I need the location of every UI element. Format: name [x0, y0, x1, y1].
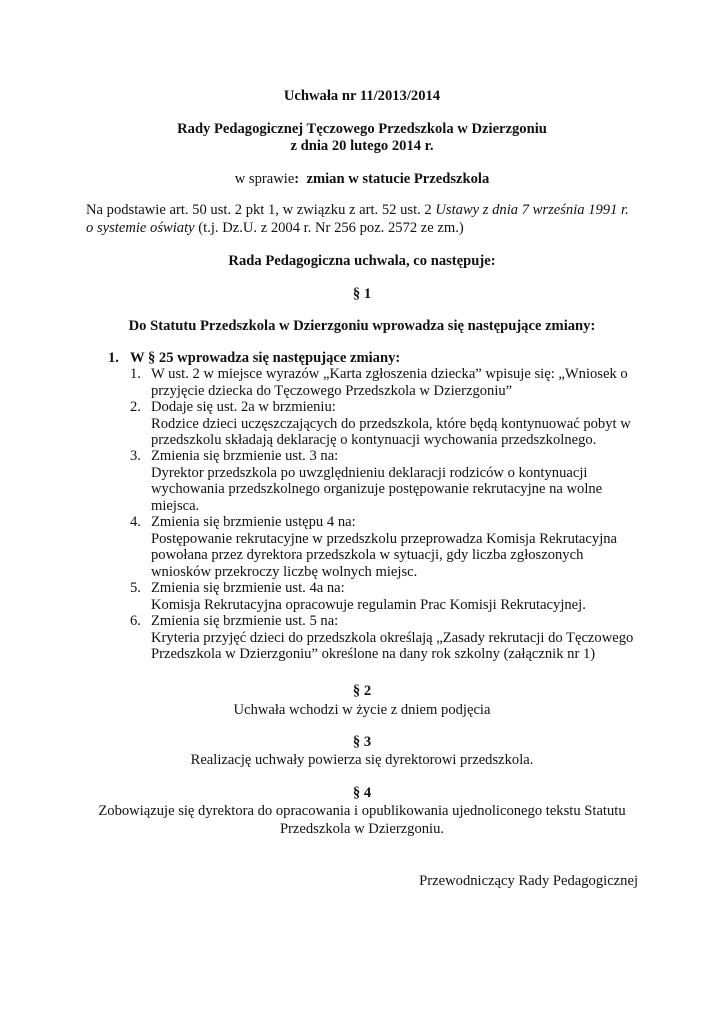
subject-colon: :	[294, 171, 300, 187]
subitem-text: Dodaje się ust. 2a w brzmieniu:	[151, 399, 336, 415]
paragraph-4-text-line2: Przedszkola w Dzierzgoniu.	[279, 821, 445, 837]
subitem-text: Postępowanie rekrutacyjne w przedszkolu przeprowadza Komisja Rekrutacyjna	[151, 531, 618, 547]
subitem-text: przyjęcie dziecka do Tęczowego Przedszkola w Dzierzgoniu”	[151, 383, 513, 399]
paragraph-3-text: Realizację uchwały powierza się dyrektorowi przedszkola.	[190, 752, 534, 768]
subitem-number: 2.	[130, 399, 141, 415]
act-title: Ustawy z dnia 7 września 1991 r.	[435, 202, 629, 218]
subitem-number: 3.	[130, 448, 141, 464]
item-1-number: 1.	[108, 350, 119, 366]
subitem-text: Przedszkola w Dzierzgoniu” określone na dany rok szkolny (załącznik nr 1)	[151, 646, 596, 662]
document-subtitle-line2: z dnia 20 lutego 2014 r.	[290, 138, 434, 154]
subitem-text: Rodzice dzieci uczęszczających do przedszkola, które będą kontynuować pobyt w	[151, 416, 631, 432]
paragraph-2-text: Uchwała wchodzi w życie z dniem podjęcia	[233, 702, 491, 718]
subitem-text: wniosków przekroczy liczbę wolnych miejsc.	[151, 564, 418, 580]
subitem-text: Zmienia się brzmienie ustępu 4 na:	[151, 514, 356, 530]
subitem-text: Zmienia się brzmienie ust. 3 na:	[151, 448, 339, 464]
subitem-text: powołana przez dyrektora przedszkola w sytuacji, gdy liczba zgłoszonych	[151, 547, 584, 563]
legal-basis-reference: (t.j. Dz.U. z 2004 r. Nr 256 poz. 2572 ze zm.)	[194, 220, 464, 236]
subitem-text: Zmienia się brzmienie ust. 5 na:	[151, 613, 339, 629]
subitem-text: Komisja Rekrutacyjna opracowuje regulamin Prac Komisji Rekrutacyjnej.	[151, 597, 586, 613]
document-subtitle-line1: Rady Pedagogicznej Tęczowego Przedszkola w Dzierzgoniu	[177, 121, 547, 137]
subitem-text: miejsca.	[151, 498, 200, 514]
subitem-text: przedszkolu składają deklarację o kontynuacji wychowania przedszkolnego.	[151, 432, 597, 448]
paragraph-2-heading: § 2	[352, 683, 372, 699]
subject-line	[0, 171, 724, 188]
subject-prefix: w sprawie	[234, 171, 295, 187]
legal-basis-text: Na podstawie art. 50 ust. 2 pkt 1, w związku z art. 52 ust. 2	[86, 202, 436, 218]
paragraph-3-heading: § 3	[352, 734, 372, 750]
subitem-text: Zmienia się brzmienie ust. 4a na:	[151, 580, 345, 596]
subitem-text: W ust. 2 w miejsce wyrazów „Karta zgłoszenia dziecka” wpisuje się: „Wniosek o	[151, 366, 628, 382]
subitem-number: 6.	[130, 613, 141, 629]
legal-basis-line2	[86, 220, 464, 237]
subitem-number: 4.	[130, 514, 141, 530]
legal-basis-line1	[86, 202, 629, 219]
signature-line: Przewodniczący Rady Pedagogicznej	[419, 873, 638, 889]
subitem-number: 5.	[130, 580, 141, 596]
subitem-text: Dyrektor przedszkola po uwzględnieniu deklaracji rodziców o kontynuacji	[151, 465, 588, 481]
act-title-continued: o systemie oświaty	[86, 220, 195, 236]
resolution-statement: Rada Pedagogiczna uchwala, co następuje:	[228, 253, 496, 269]
paragraph-4-text-line1: Zobowiązuje się dyrektora do opracowania i opublikowania ujednoliconego tekstu Statutu	[98, 803, 626, 819]
document-title: Uchwała nr 11/2013/2014	[283, 88, 441, 104]
item-1-title: W § 25 wprowadza się następujące zmiany:	[130, 350, 401, 366]
paragraph-1-intro: Do Statutu Przedszkola w Dzierzgoniu wprowadza się następujące zmiany:	[128, 318, 596, 334]
subitem-text: wychowania przedszkolnego organizuje postępowanie rekrutacyjne na wolne	[151, 481, 603, 497]
subitem-number: 1.	[130, 366, 141, 382]
paragraph-4-heading: § 4	[352, 785, 372, 801]
subject-text: zmian w statucie Przedszkola	[306, 171, 490, 187]
subitem-text: Kryteria przyjęć dzieci do przedszkola określają „Zasady rekrutacji do Tęczowego	[151, 630, 634, 646]
paragraph-1-heading: § 1	[352, 286, 372, 302]
